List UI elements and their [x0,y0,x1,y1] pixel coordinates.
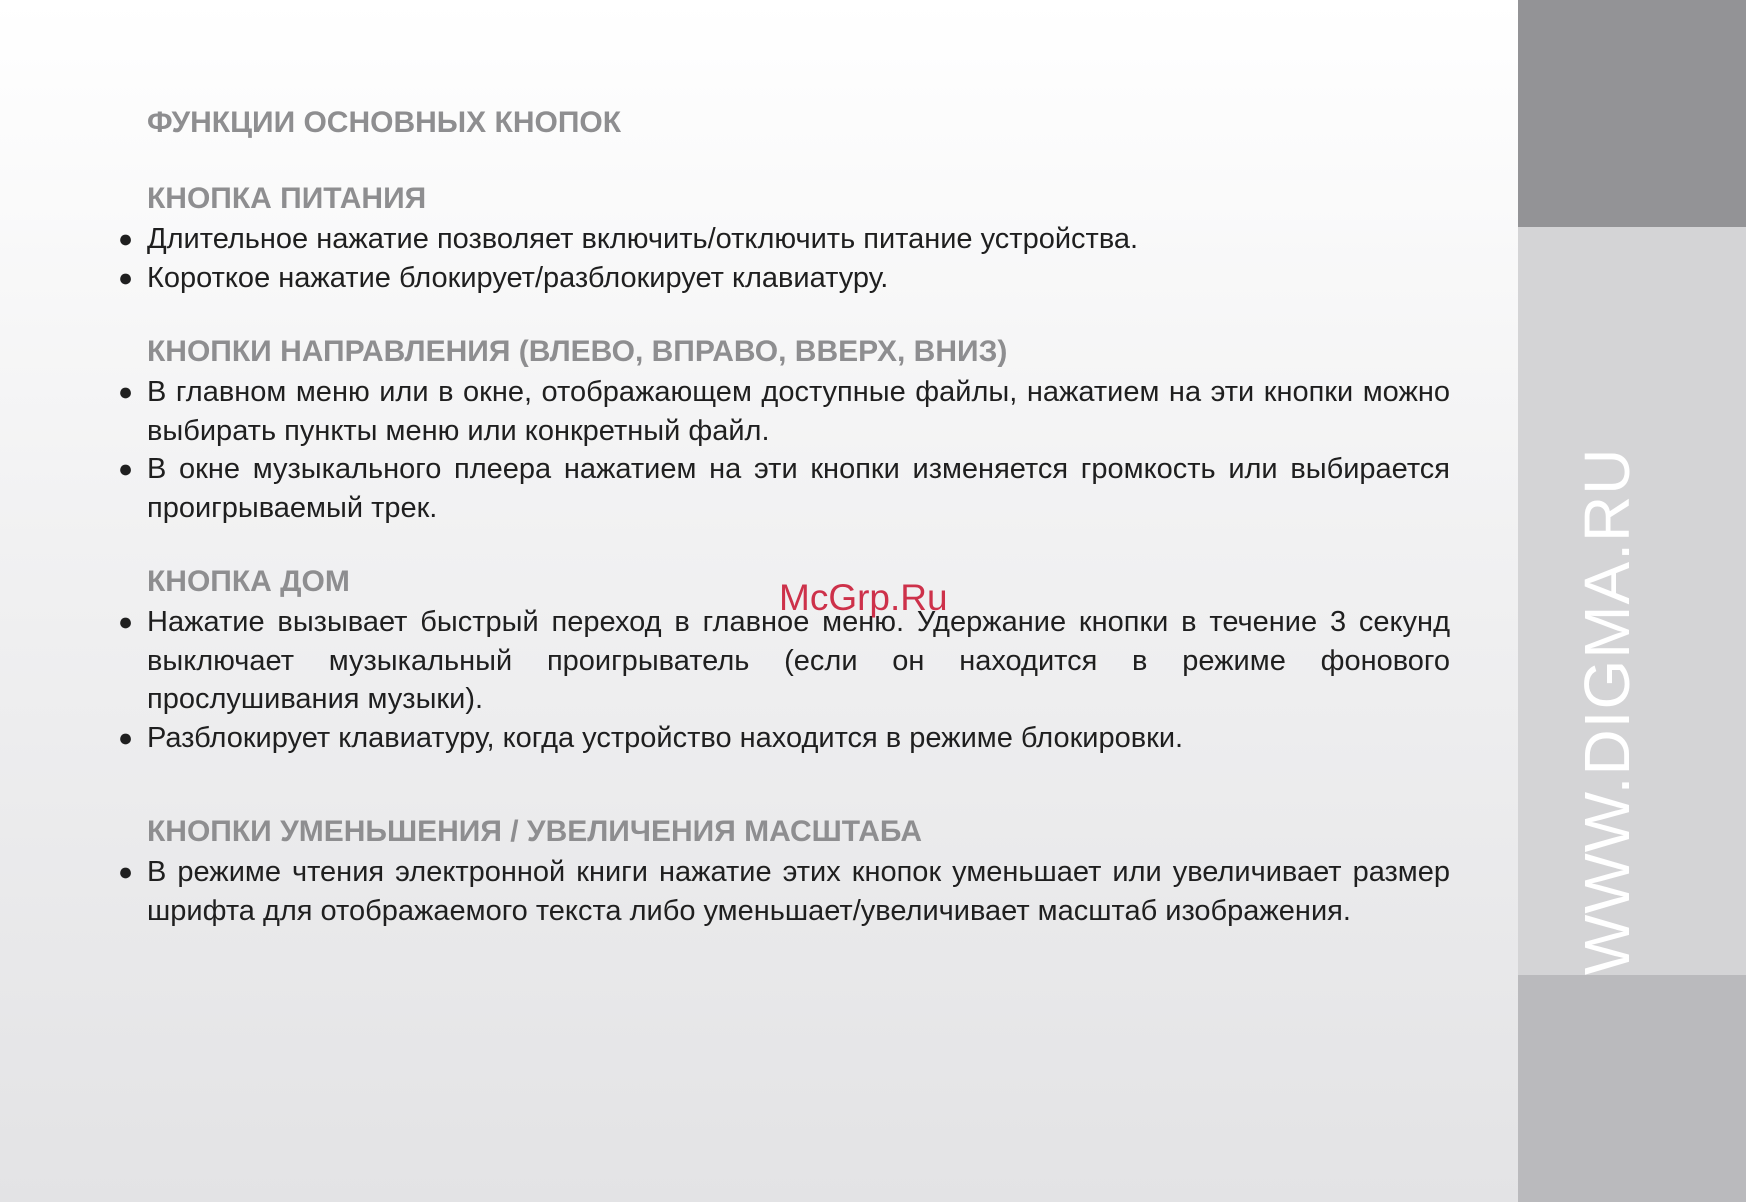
page-title: ФУНКЦИИ ОСНОВНЫХ КНОПОК [147,106,622,139]
section-power-button [118,182,1450,297]
bullet-icon: ● [118,378,134,406]
section-heading: КНОПКА ПИТАНИЯ [147,182,427,215]
section-zoom-buttons [118,815,1450,930]
section-heading: КНОПКИ УМЕНЬШЕНИЯ / УВЕЛИЧЕНИЯ МАСШТАБА [147,815,922,848]
sidebar-bottom-block [1518,975,1746,1202]
list-item [118,603,1450,719]
list-item [118,373,1450,450]
bullet-icon: ● [118,723,134,752]
bullet-list [118,853,1450,930]
list-item-text: В окне музыкального плеера нажатием на эти кнопки изменяется громкость или выбирается проигрываемый трек. [147,453,1450,524]
list-item-text: В главном меню или в окне, отображающем доступные файлы, нажатием на эти кнопки можно выбирать пункты меню или конкретный файл. [147,376,1450,447]
page-content [118,98,1450,968]
list-item-text: Короткое нажатие блокирует/разблокирует клавиатуру. [147,261,889,294]
bullet-icon: ● [118,263,134,292]
section-heading: КНОПКИ НАПРАВЛЕНИЯ (ВЛЕВО, ВПРАВО, ВВЕРХ, ВНИЗ) [147,335,1008,368]
section-heading: КНОПКА ДОМ [147,565,350,598]
list-item [118,719,1450,758]
bullet-list [118,603,1450,757]
bullet-icon: ● [118,225,134,253]
bullet-list [118,220,1450,297]
list-item-text: Разблокирует клавиатуру, когда устройство находится в режиме блокировки. [147,721,1184,754]
list-item [118,259,1450,298]
side-url: WWW.DIGMA.RU [1571,447,1643,975]
list-item [118,220,1450,259]
list-item-text: Длительное нажатие позволяет включить/отключить питание устройства. [147,223,1139,255]
watermark: McGrp.Ru [779,577,948,618]
list-item [118,853,1450,930]
bullet-icon: ● [118,455,134,483]
list-item-text: Нажатие вызывает быстрый переход в главное меню. Удержание кнопки в течение 3 секунд выключает музыкальный проигрыватель (если он находится в режиме фонового прослушивания музыки). [147,606,1450,715]
list-item-text: В режиме чтения электронной книги нажатие этих кнопок уменьшает или увеличивает размер шрифта для отображаемого текста либо уменьшает/увеличивает масштаб изображения. [147,856,1450,927]
bullet-icon: ● [118,608,134,636]
section-direction-buttons [118,335,1450,527]
sidebar-top-block [1518,0,1746,227]
bullet-list [118,373,1450,527]
bullet-icon: ● [118,858,134,886]
list-item [118,450,1450,527]
